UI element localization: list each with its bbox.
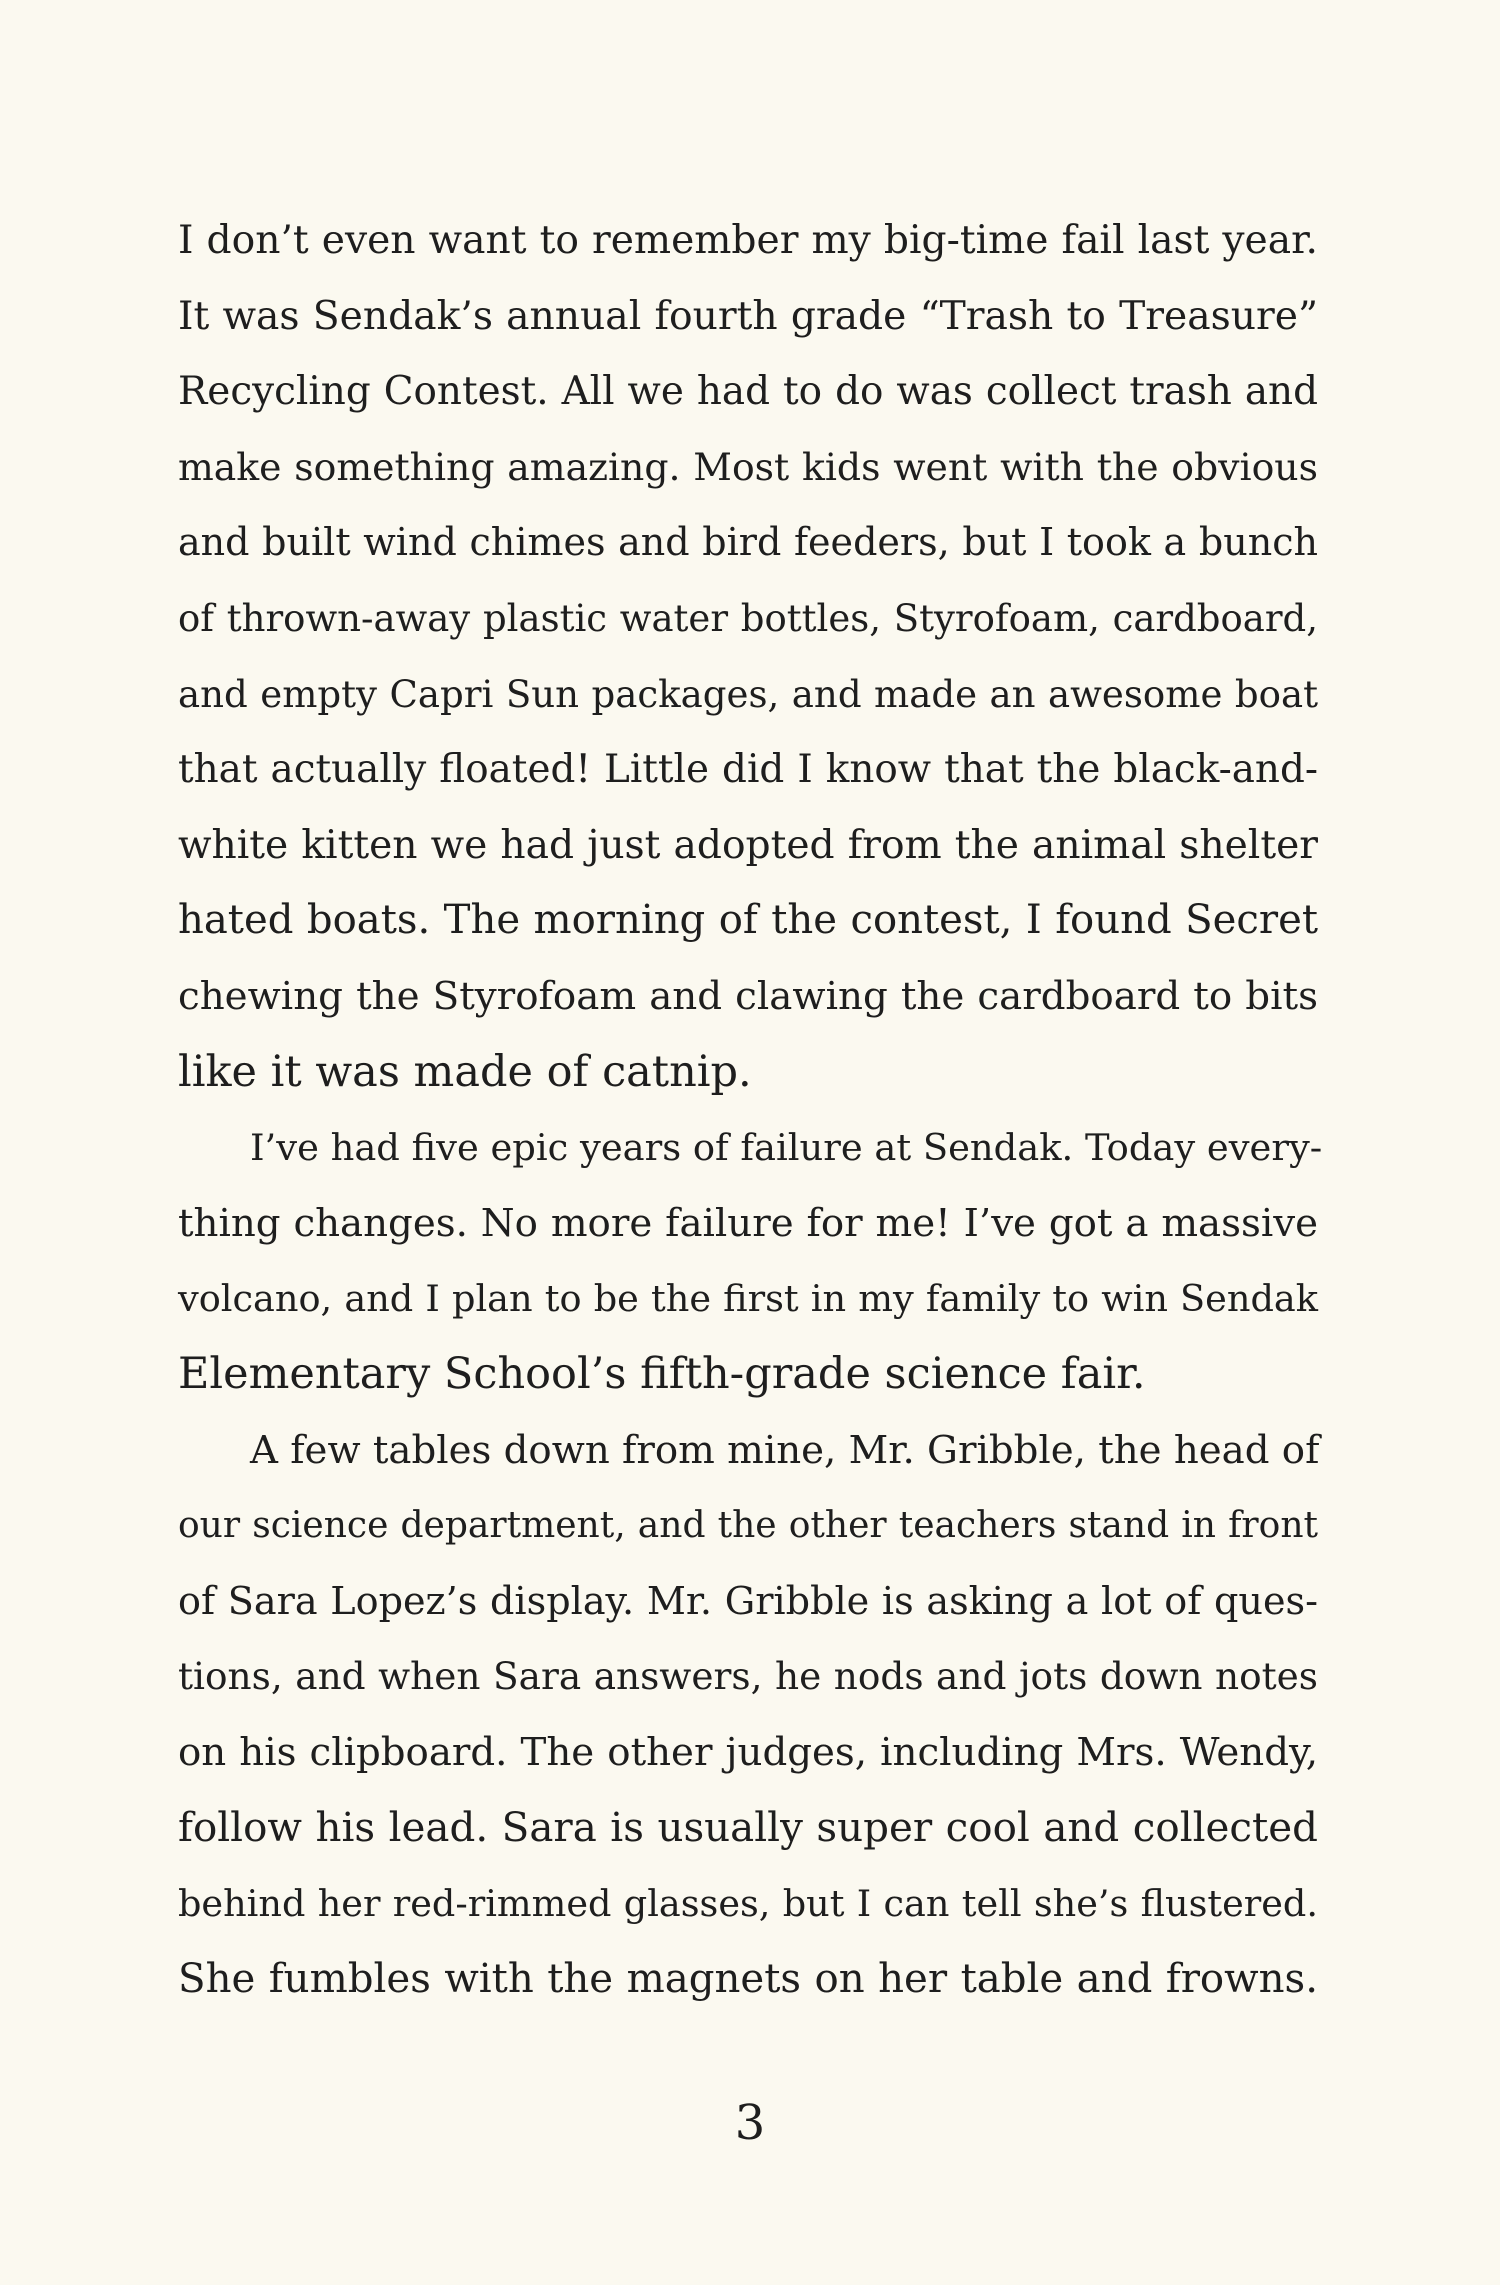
text-line: Elementary School’s fifth-grade science fair.: [178, 1348, 1146, 1399]
text-line: on his clipboard. The other judges, including Mrs. Wendy,: [178, 1729, 1318, 1775]
text-line: She fumbles with the magnets on her table and frowns.: [178, 1955, 1318, 2002]
text-line: that actually floated! Little did I know that the black-and-: [178, 747, 1318, 793]
text-line: I don’t even want to remember my big-time fail last year.: [178, 218, 1318, 263]
text-line: tions, and when Sara answers, he nods and jots down notes: [178, 1654, 1318, 1699]
text-line: our science department, and the other teachers stand in front: [178, 1505, 1318, 1547]
paragraph-1: [178, 203, 1318, 1110]
text-line: and empty Capri Sun packages, and made an awesome boat: [178, 672, 1318, 716]
paragraph-3: [178, 1413, 1318, 2018]
text-line: behind her red-rimmed glasses, but I can tell she’s flustered.: [178, 1882, 1318, 1926]
body-text: [178, 203, 1323, 2017]
text-line: of Sara Lopez’s display. Mr. Gribble is asking a lot of ques-: [178, 1578, 1318, 1623]
paragraph-2: [178, 1110, 1323, 1412]
text-line: like it was made of catnip.: [178, 1046, 752, 1097]
text-line: chewing the Styrofoam and clawing the cardboard to bits: [178, 973, 1318, 1019]
text-line: make something amazing. Most kids went with the obvious: [178, 444, 1318, 489]
text-line: hated boats. The morning of the contest, I found Secret: [178, 897, 1318, 944]
text-line: thing changes. No more failure for me! I’ve got a massive: [178, 1200, 1318, 1246]
text-line: I’ve had five epic years of failure at Sendak. Today every-: [250, 1126, 1323, 1170]
text-line: follow his lead. Sara is usually super cool and collected: [178, 1804, 1318, 1852]
text-line: Recycling Contest. All we had to do was collect trash and: [178, 369, 1318, 415]
page-number: 3: [734, 2095, 766, 2151]
text-line: It was Sendak’s annual fourth grade “Trash to Treasure”: [178, 293, 1318, 339]
text-line: and built wind chimes and bird feeders, but I took a bunch: [178, 520, 1318, 565]
text-line: white kitten we had just adopted from the animal shelter: [178, 822, 1318, 868]
text-line: volcano, and I plan to be the first in my family to win Sendak: [178, 1277, 1318, 1321]
text-line: A few tables down from mine, Mr. Gribble, the head of: [250, 1427, 1320, 1473]
text-line: of thrown-away plastic water bottles, Styrofoam, cardboard,: [178, 596, 1318, 640]
